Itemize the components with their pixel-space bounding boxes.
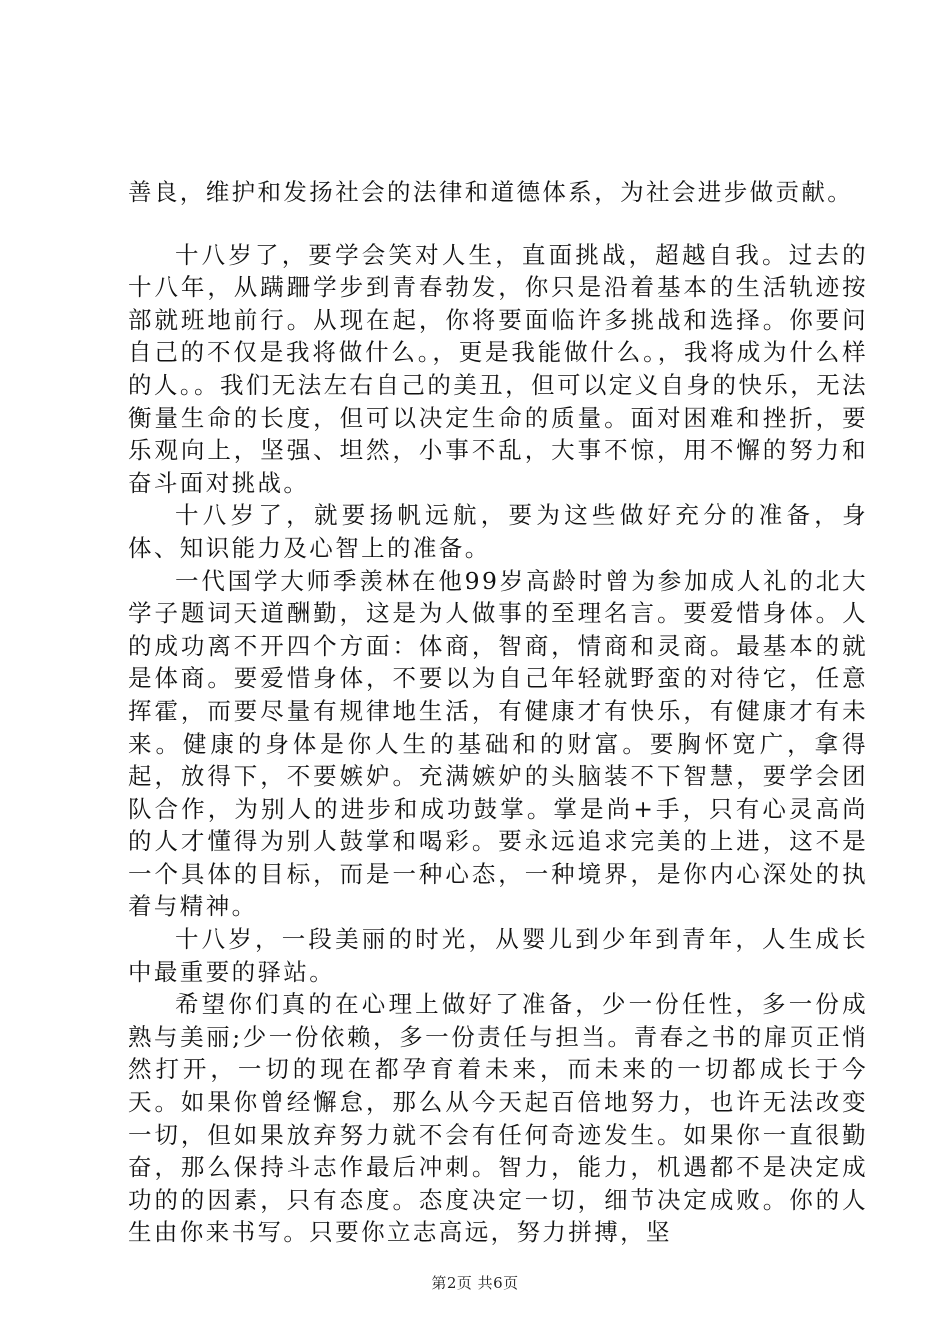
paragraph-beautiful-time: 十八岁，一段美丽的时光，从婴儿到少年到青年，人生成长中最重要的驿站。 bbox=[128, 925, 868, 986]
paragraph-continuation: 善良，维护和发扬社会的法律和道德体系，为社会进步做贡献。 bbox=[128, 178, 854, 206]
page-number-footer: 第2页 共6页 bbox=[431, 1274, 519, 1292]
paragraph-face-life: 十八岁了，要学会笑对人生，直面挑战，超越自我。过去的十八年，从蹒跚学步到青春勃发，你只是沿着基本的生活轨迹按部就班地前行。从现在起，你将要面临许多挑战和选择。你要问自己的不仅是我将做什么。，更是我能做什么。，我将成为什么样的人。。我们无法左右自己的美丑，但可以定义自身的快乐，无法衡量生命的长度，但可以决定生命的质量。面对困难和挫折，要乐观向上，坚强、坦然，小事不乱，大事不惊，用不懈的努力和奋斗面对挑战。 bbox=[128, 240, 868, 497]
paragraph-ji-xianlin: 一代国学大师季羡林在他99岁高龄时曾为参加成人礼的北大学子题词天道酬勤，这是为人做事的至理名言。要爱惜身体。人的成功离不开四个方面：体商，智商，情商和灵商。最基本的就是体商。要爱惜身体，不要以为自己年轻就野蛮的对待它，任意挥霍，而要尽量有规律地生活，有健康才有快乐，有健康才有未来。健康的身体是你人生的基础和的财富。要胸怀宽广，拿得起，放得下，不要嫉妒。充满嫉妒的头脑装不下智慧，要学会团队合作，为别人的进步和成功鼓掌。掌是尚+手，只有心灵高尚的人才懂得为别人鼓掌和喝彩。要永远追求完美的上进，这不是一个具体的目标，而是一种心态，一种境界，是你内心深处的执着与精神。 bbox=[128, 566, 868, 921]
paragraph-hope: 希望你们真的在心理上做好了准备，少一份任性，多一份成熟与美丽;少一份依赖，多一份责任与担当。青春之书的扉页正悄然打开，一切的现在都孕育着未来，而未来的一切都成长于今天。如果你曾经懈怠，那么从今天起百倍地努力，也许无法改变一切，但如果放弃努力就不会有任何奇迹发生。如果你一直很勤奋，那么保持斗志作最后冲刺。智力，能力，机遇都不是决定成功的的因素，只有态度。态度决定一切，细节决定成败。你的人生由你来书写。只要你立志高远，努力拼搏，坚 bbox=[128, 990, 868, 1247]
paragraph-set-sail: 十八岁了，就要扬帆远航，要为这些做好充分的准备，身体、知识能力及心智上的准备。 bbox=[128, 501, 868, 562]
document-body bbox=[128, 176, 868, 1249]
